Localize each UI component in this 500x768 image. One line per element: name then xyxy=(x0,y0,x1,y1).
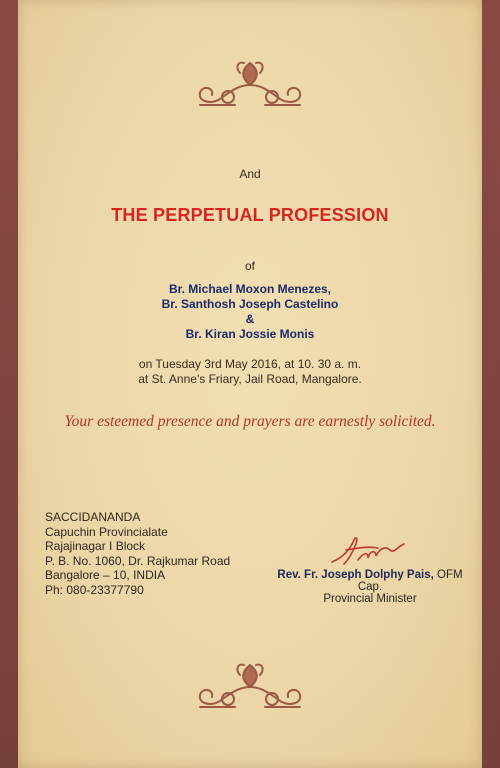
signatory xyxy=(265,569,475,605)
of-text: of xyxy=(244,259,255,273)
solicitation-line: Your esteemed presence and prayers are earnestly solicited. xyxy=(64,413,436,430)
signatory-role: Provincial Minister xyxy=(323,593,417,605)
intro-and: And xyxy=(239,167,261,181)
address-line: Bangalore – 10, INDIA xyxy=(45,568,166,582)
address-line: Rajajinagar I Block xyxy=(45,539,146,553)
ampersand: & xyxy=(245,312,255,326)
event-venue: at St. Anne's Friary, Jail Road, Mangalore. xyxy=(138,372,362,386)
candidate-name: Br. Kiran Jossie Monis xyxy=(185,327,315,341)
signatory-suffix: OFM Cap. xyxy=(357,569,463,593)
sender-address xyxy=(45,510,230,597)
address-line: P. B. No. 1060, Dr. Rajkumar Road xyxy=(45,553,231,568)
address-line: Capuchin Provincialate xyxy=(45,524,168,539)
top-ornament-icon xyxy=(180,55,320,115)
bottom-ornament-icon xyxy=(180,657,320,717)
candidate-name: Br. Michael Moxon Menezes, xyxy=(168,282,332,296)
address-line: Ph: 080-23377790 xyxy=(45,582,144,597)
address-line: SACCIDANANDA xyxy=(45,510,141,524)
signature-icon xyxy=(328,532,408,568)
candidate-name: Br. Santhosh Joseph Castelino xyxy=(161,297,339,311)
event-title: THE PERPETUAL PROFESSION xyxy=(111,205,389,225)
event-date-time: on Tuesday 3rd May 2016, at 10. 30 a. m. xyxy=(138,357,362,371)
signatory-name: Rev. Fr. Joseph Dolphy Pais, xyxy=(277,569,434,581)
